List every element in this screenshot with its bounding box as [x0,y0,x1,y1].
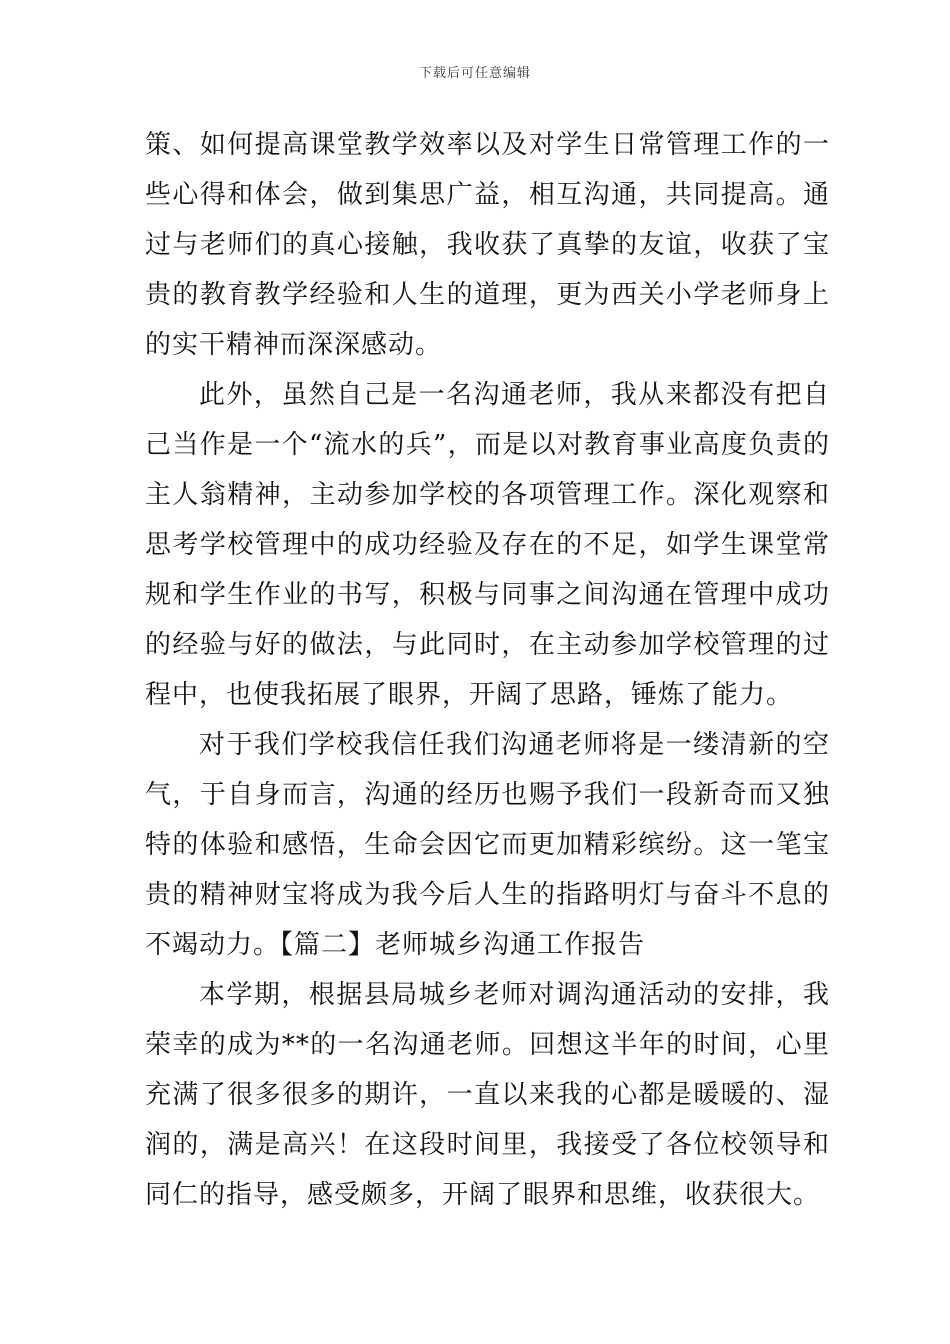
document-body [145,120,830,1220]
paragraph-continuation: 策、如何提高课堂教学效率以及对学生日常管理工作的一些心得和体会，做到集思广益，相互沟通，共同提高。通过与老师们的真心接触，我收获了真挚的友谊，收获了宝贵的教育教学经验和人生的道理，更为西关小学老师身上的实干精神而深深感动。 [145,130,830,360]
header-note: 下载后可任意编辑 [418,66,531,81]
paragraph: 本学期，根据县局城乡老师对调沟通活动的安排，我荣幸的成为**的一名沟通老师。回想这半年的时间，心里充满了很多很多的期许，一直以来我的心都是暖暖的、湿润的，满是高兴！在这段时间里，我接受了各位校领导和同仁的指导，感受颇多，开阔了眼界和思维，收获很大。 [145,980,830,1210]
paragraph: 此外，虽然自己是一名沟通老师，我从来都没有把自己当作是一个“流水的兵”，而是以对教育事业高度负责的主人翁精神，主动参加学校的各项管理工作。深化观察和思考学校管理中的成功经验及存在的不足，如学生课堂常规和学生作业的书写，积极与同事之间沟通在管理中成功的经验与好的做法，与此同时，在主动参加学校管理的过程中，也使我拓展了眼界，开阔了思路，锤炼了能力。 [145,380,830,710]
paragraph: 对于我们学校我信任我们沟通老师将是一缕清新的空气，于自身而言，沟通的经历也赐予我们一段新奇而又独特的体验和感悟，生命会因它而更加精彩缤纷。这一笔宝贵的精神财宝将成为我今后人生的指路明灯与奋斗不息的不竭动力。【篇二】老师城乡沟通工作报告 [145,730,830,960]
